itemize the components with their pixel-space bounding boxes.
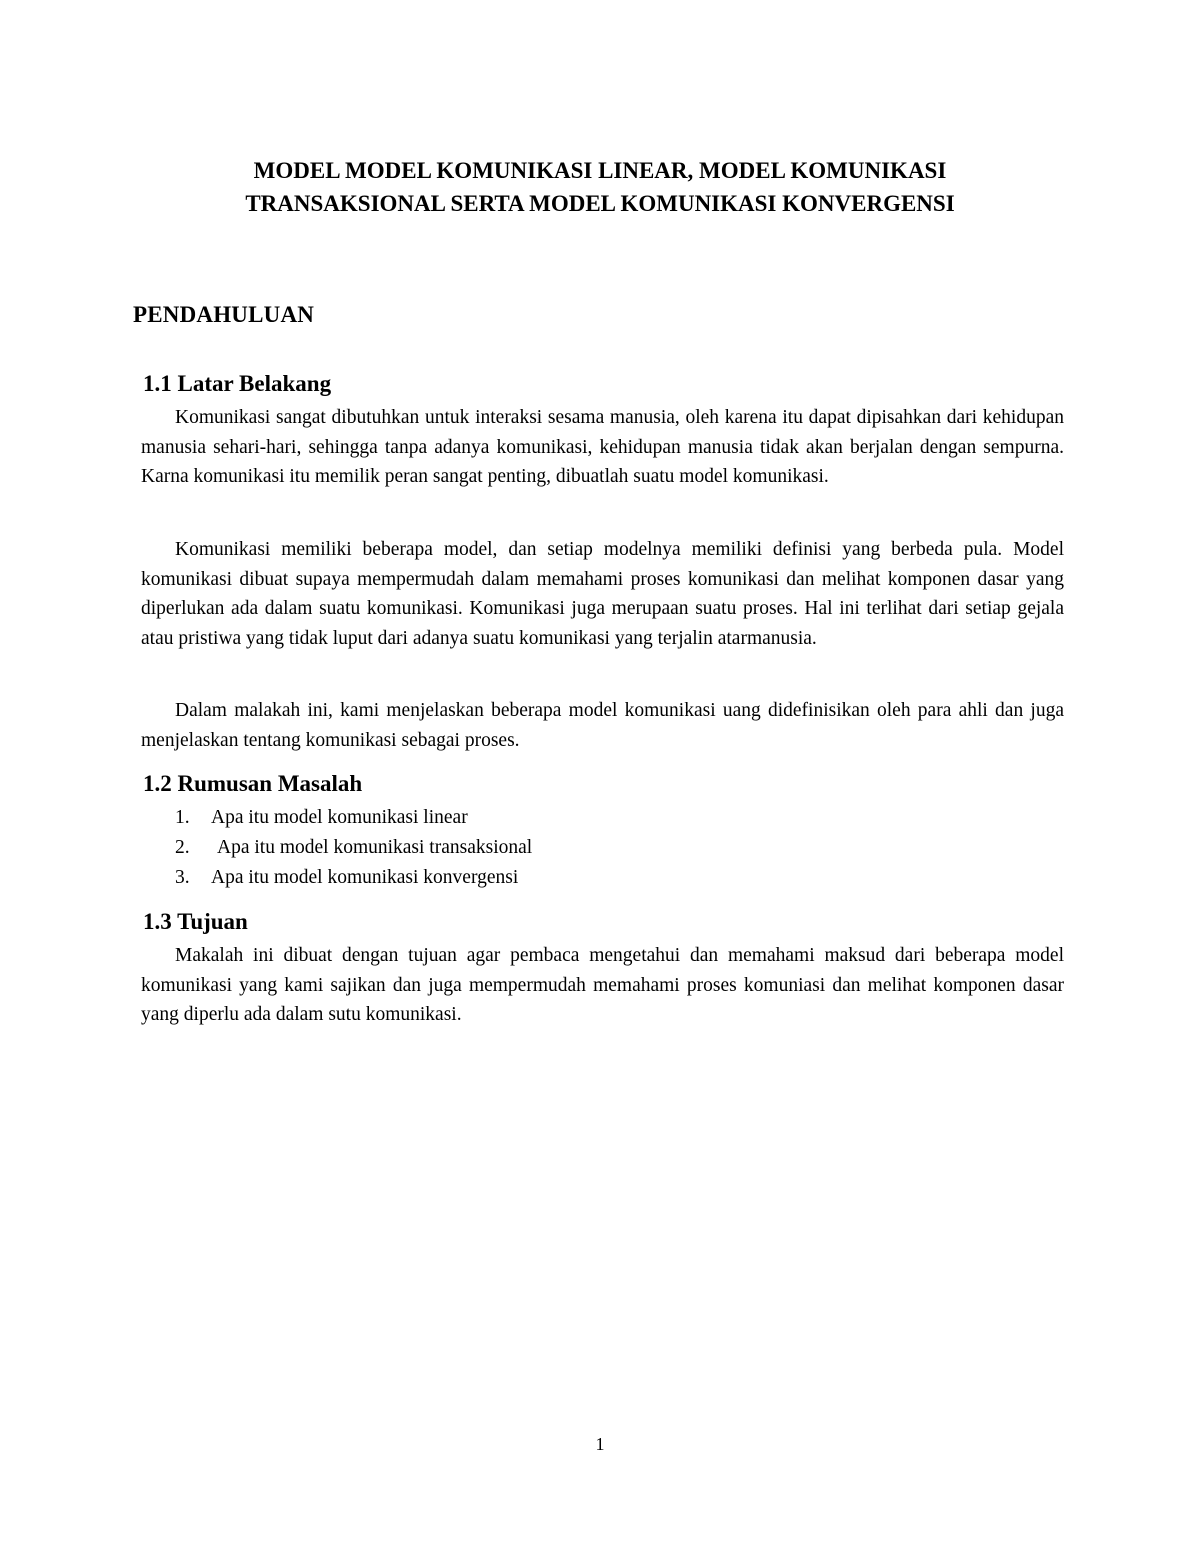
subheading-latar-belakang: 1.1 Latar Belakang	[143, 371, 332, 396]
paragraph-latar-belakang-3: Dalam malakah ini, kami menjelaskan beberapa model komunikasi uang didefinisikan oleh para ahli dan juga menjelaskan tentang komunikasi sebagai proses.	[141, 700, 1064, 751]
page-number: 1	[595, 1434, 605, 1454]
list-item-text: Apa itu model komunikasi transaksional	[217, 837, 533, 858]
document-title	[130, 154, 1070, 220]
list-item-number: 1.	[175, 807, 190, 828]
paragraph-latar-belakang-1: Komunikasi sangat dibutuhkan untuk interaksi sesama manusia, oleh karena itu dapat dipisahkan dari kehidupan manusia sehari-hari, sehingga tanpa adanya komunikasi, kehidupan manusia tidak akan berjalan dengan sempurna. Karna komunikasi itu memilik peran sangat penting, dibuatlah suatu model komunikasi.	[141, 407, 1064, 487]
list-item-number: 3.	[175, 867, 190, 888]
document-title-line-2: TRANSAKSIONAL SERTA MODEL KOMUNIKASI KONVERGENSI	[245, 191, 955, 216]
list-item-number: 2.	[175, 837, 190, 858]
list-item-text: Apa itu model komunikasi konvergensi	[211, 867, 519, 888]
paragraph-tujuan: Makalah ini dibuat dengan tujuan agar pembaca mengetahui dan memahami maksud dari beberapa model komunikasi yang kami sajikan dan juga mempermudah memahami proses komuniasi dan melihat komponen dasar yang diperlu ada dalam sutu komunikasi.	[141, 945, 1064, 1025]
list-item	[175, 833, 532, 863]
section-heading-pendahuluan: PENDAHULUAN	[133, 302, 315, 327]
list-item-text: Apa itu model komunikasi linear	[211, 807, 468, 828]
rumusan-masalah-list	[175, 803, 532, 893]
document-title-line-1: MODEL MODEL KOMUNIKASI LINEAR, MODEL KOMUNIKASI	[253, 158, 947, 183]
paragraph-latar-belakang-2: Komunikasi memiliki beberapa model, dan setiap modelnya memiliki definisi yang berbeda pula. Model komunikasi dibuat supaya mempermudah dalam memahami proses komunikasi dan melihat komponen dasar yang diperlukan ada dalam suatu komunikasi. Komunikasi juga merupaan suatu proses. Hal ini terlihat dari setiap gejala atau pristiwa yang tidak luput dari adanya suatu komunikasi yang terjalin atarmanusia.	[141, 539, 1064, 649]
list-item	[175, 863, 532, 893]
subheading-tujuan: 1.3 Tujuan	[143, 909, 248, 934]
list-item	[175, 803, 532, 833]
subheading-rumusan-masalah: 1.2 Rumusan Masalah	[143, 771, 363, 796]
